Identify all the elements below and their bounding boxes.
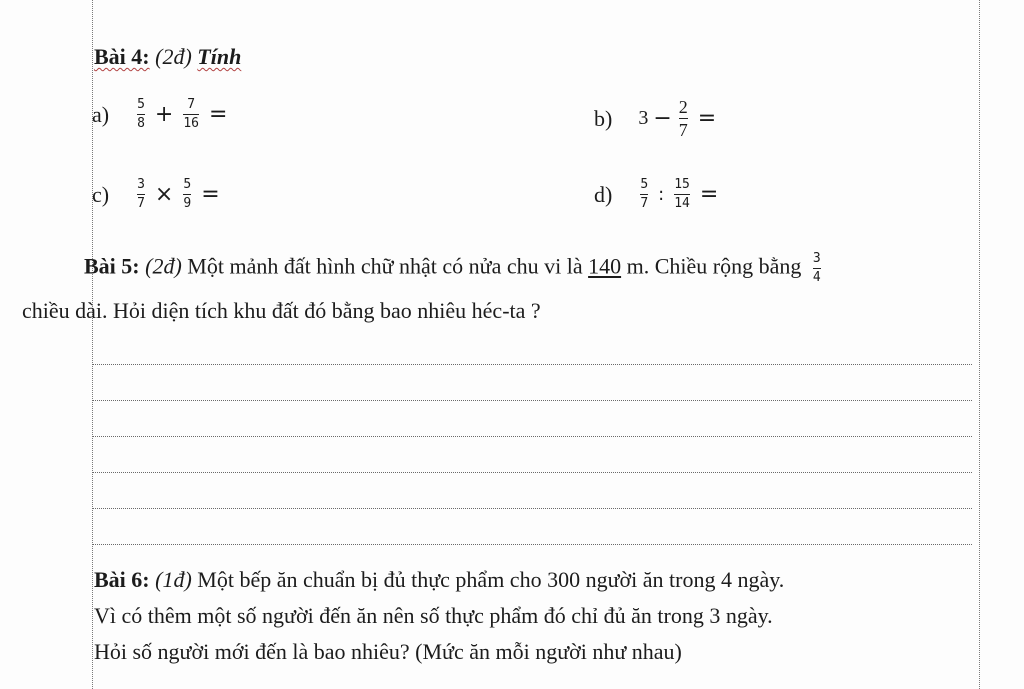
bai6-line3: Hỏi số người mới đến là bao nhiêu? (Mức ăn mỗi người như nhau)	[94, 639, 682, 664]
bai5-line1	[84, 252, 823, 285]
answer-line	[92, 472, 972, 473]
width-ratio-fraction: $\frac{3}{4}$	[812, 251, 821, 285]
operator: :	[658, 184, 665, 205]
answer-line	[92, 544, 972, 545]
fraction: $\frac{2}{7}$	[678, 97, 688, 140]
fraction: $\frac{7}{16}$	[183, 97, 200, 131]
bai4-heading	[94, 44, 241, 70]
bai6-line2: Vì có thêm một số người đến ăn nên số thực phẩm đó chỉ đủ ăn trong 3 ngày.	[94, 603, 773, 628]
exercise-c-label: c)	[92, 181, 110, 207]
equals-sign: =	[209, 102, 228, 127]
answer-line	[92, 436, 972, 437]
exercise-d-label: d)	[594, 181, 613, 207]
operator: +	[154, 102, 174, 127]
answer-line	[92, 364, 972, 365]
whole-number: 3	[638, 107, 649, 129]
bai4-label: Bài 4:	[94, 44, 150, 69]
bai4-task: Tính	[197, 44, 242, 69]
answer-line	[92, 508, 972, 509]
bai5-text-a: Một mảnh đất hình chữ nhật có nửa chu vi là	[187, 253, 583, 279]
fraction: $\frac{5}{9}$	[183, 177, 192, 211]
bai5-points: (2đ)	[145, 253, 182, 279]
exercise-b-label: b)	[594, 105, 613, 131]
equals-sign: =	[699, 182, 719, 207]
bai6-line1	[94, 567, 784, 593]
exercise-a-label: a)	[92, 101, 110, 127]
operator: ×	[154, 182, 174, 207]
exercise-d	[594, 178, 722, 211]
fraction: $\frac{3}{7}$	[137, 177, 145, 211]
bai6-text-1: Một bếp ăn chuẩn bị đủ thực phẩm cho 300 người ăn trong 4 ngày.	[197, 567, 785, 592]
half-perimeter-value: 140	[588, 253, 622, 279]
fraction: $\frac{5}{8}$	[137, 97, 145, 131]
operator: −	[653, 106, 672, 131]
exercise-a	[92, 98, 231, 131]
bai5-label: Bài 5:	[84, 253, 140, 279]
right-margin-guide	[979, 0, 980, 689]
fraction: $\frac{5}{7}$	[640, 177, 649, 211]
exercise-b	[594, 98, 720, 139]
bai6-label: Bài 6:	[94, 567, 150, 592]
exercise-c	[92, 178, 224, 211]
equals-sign: =	[201, 182, 220, 207]
fraction: $\frac{15}{14}$	[674, 177, 690, 211]
bai5-line2: chiều dài. Hỏi diện tích khu đất đó bằng bao nhiêu héc-ta ?	[22, 298, 541, 323]
bai4-points: (2đ)	[155, 44, 192, 69]
bai5-text-b: m. Chiều rộng bằng	[626, 253, 802, 279]
bai6-points: (1đ)	[155, 567, 192, 592]
equals-sign: =	[697, 106, 717, 131]
answer-line	[92, 400, 972, 401]
